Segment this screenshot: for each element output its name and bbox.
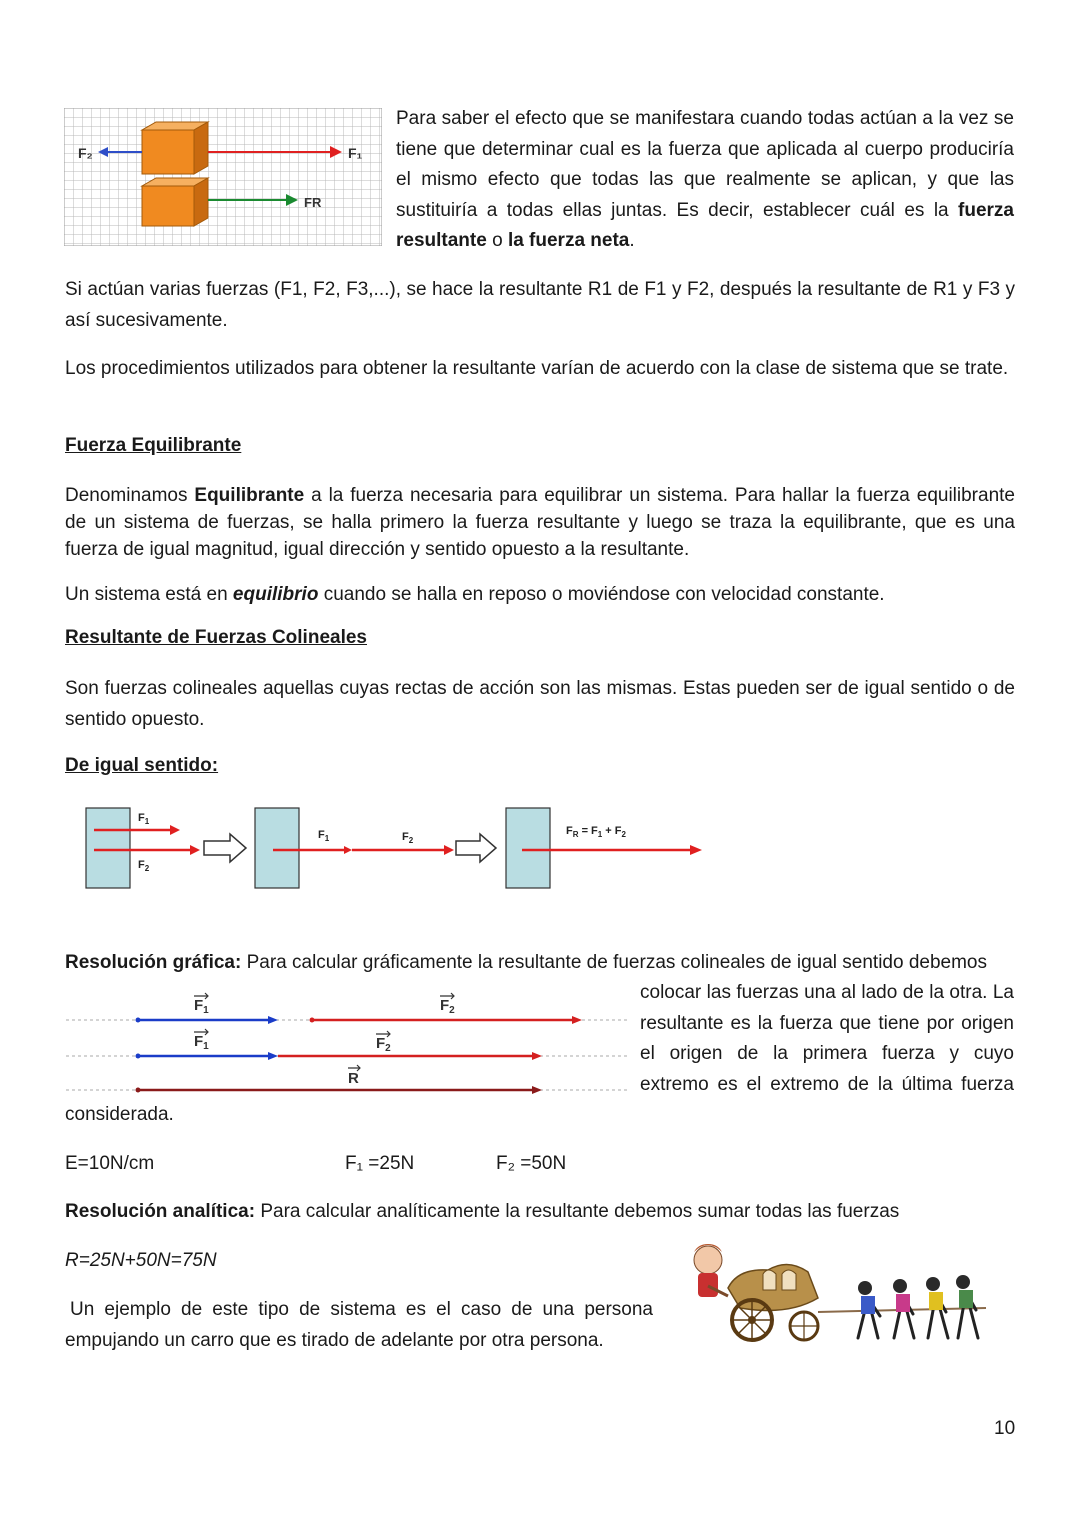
svg-text:F2: $F_2$ bbox=[440, 997, 455, 1016]
carriage-illustration bbox=[668, 1238, 993, 1353]
f1-label: F₁ bbox=[348, 145, 363, 161]
ejemplo-paragraph: Un ejemplo de este tipo de sistema es el caso de una persona empujando un carro que es tirado de adelante por otra persona. bbox=[65, 1299, 653, 1351]
svg-text:F2: $F_2$ bbox=[138, 859, 150, 873]
equilibrio-paragraph: Un sistema está en equilibrio cuando se halla en reposo o moviéndose con velocidad constante. bbox=[65, 584, 885, 605]
box-front bbox=[142, 130, 194, 174]
equilibrante-heading: Fuerza Equilibrante bbox=[65, 435, 242, 456]
svg-text:F2: $F_2$ bbox=[402, 831, 414, 845]
intro-paragraph: Para saber el efecto que se manifestara cuando todas actúan a la vez se tiene que determinar cual es la fuerza que aplicada al cuerpo produciría el mismo efecto que todas las que realmente se aplican, y que las sustituiría a todas ellas juntas. Es decir, establecer cuál es la fuerza resultante o la fuerza neta. bbox=[396, 108, 1014, 251]
f2-label: F₂ bbox=[78, 145, 93, 161]
grafica-last-line: considerada. bbox=[65, 1104, 174, 1125]
svg-text:R: R bbox=[348, 1070, 359, 1087]
colineales-heading: Resultante de Fuerzas Colineales bbox=[65, 627, 367, 648]
grafica-first-line: Resolución gráfica: Para calcular gráficamente la resultante de fuerzas colineales de igual sentido debemos bbox=[65, 952, 987, 973]
colineales-paragraph: Son fuerzas colineales aquellas cuyas rectas de acción son las mismas. Estas pueden ser de igual sentido o de sentido opuesto. bbox=[65, 678, 1015, 730]
varias-paragraph: Si actúan varias fuerzas (F1, F2, F3,...), se hace la resultante R1 de F1 y F2, después la resultante de R1 y F3 y así sucesivamente. bbox=[65, 279, 1015, 331]
analitica-line: Resolución analítica: Para calcular analíticamente la resultante debemos sumar todas las fuerzas bbox=[65, 1201, 900, 1222]
dato-f2: F₂ =50N bbox=[496, 1153, 567, 1174]
svg-text:F1: $F_1$ bbox=[194, 1033, 209, 1052]
svg-text:F1: $F_1$ bbox=[318, 829, 330, 843]
equilibrante-paragraph: Denominamos Equilibrante a la fuerza necesaria para equilibrar un sistema. Para hallar la fuerza equilibrante de un sistema de fuerzas, se halla primero la fuerza resultante y luego se traza la equilibrante, que es una fuerza de igual magnitud, igual dirección y sentido opuesto a la resultante. bbox=[65, 485, 1015, 560]
svg-text:F1: $F_1$ bbox=[194, 997, 209, 1016]
procedimientos-paragraph: Los procedimientos utilizados para obtener la resultante varían de acuerdo con la clase de sistema que se trate. bbox=[65, 358, 1009, 379]
collinear-forces-figure bbox=[80, 800, 710, 895]
page-number: 10 bbox=[994, 1418, 1016, 1439]
dato-escala: E=10N/cm bbox=[65, 1153, 155, 1174]
grafica-side-text: colocar las fuerzas una al lado de la otra. La resultante es la fuerza que tiene por origen el origen de la primera fuerza y cuyo extremo es el extremo de la última fuerza bbox=[640, 982, 1014, 1095]
fr-label: FR bbox=[304, 195, 322, 210]
svg-text:F1: $F_1$ bbox=[138, 812, 150, 826]
dato-f1: F₁ =25N bbox=[345, 1153, 415, 1174]
graphical-resolution-figure bbox=[66, 986, 628, 1104]
igual-sentido-heading: De igual sentido: bbox=[65, 755, 219, 776]
svg-text:F2: $F_2$ bbox=[376, 1035, 391, 1054]
transform-arrow bbox=[204, 834, 246, 862]
analitica-formula: R=25N+50N=75N bbox=[65, 1250, 217, 1271]
svg-text:FR = F1 + F2: $F_R = F_1 + F_2$ bbox=[566, 825, 626, 839]
force-grid-figure bbox=[64, 108, 382, 246]
box-side bbox=[194, 122, 208, 174]
